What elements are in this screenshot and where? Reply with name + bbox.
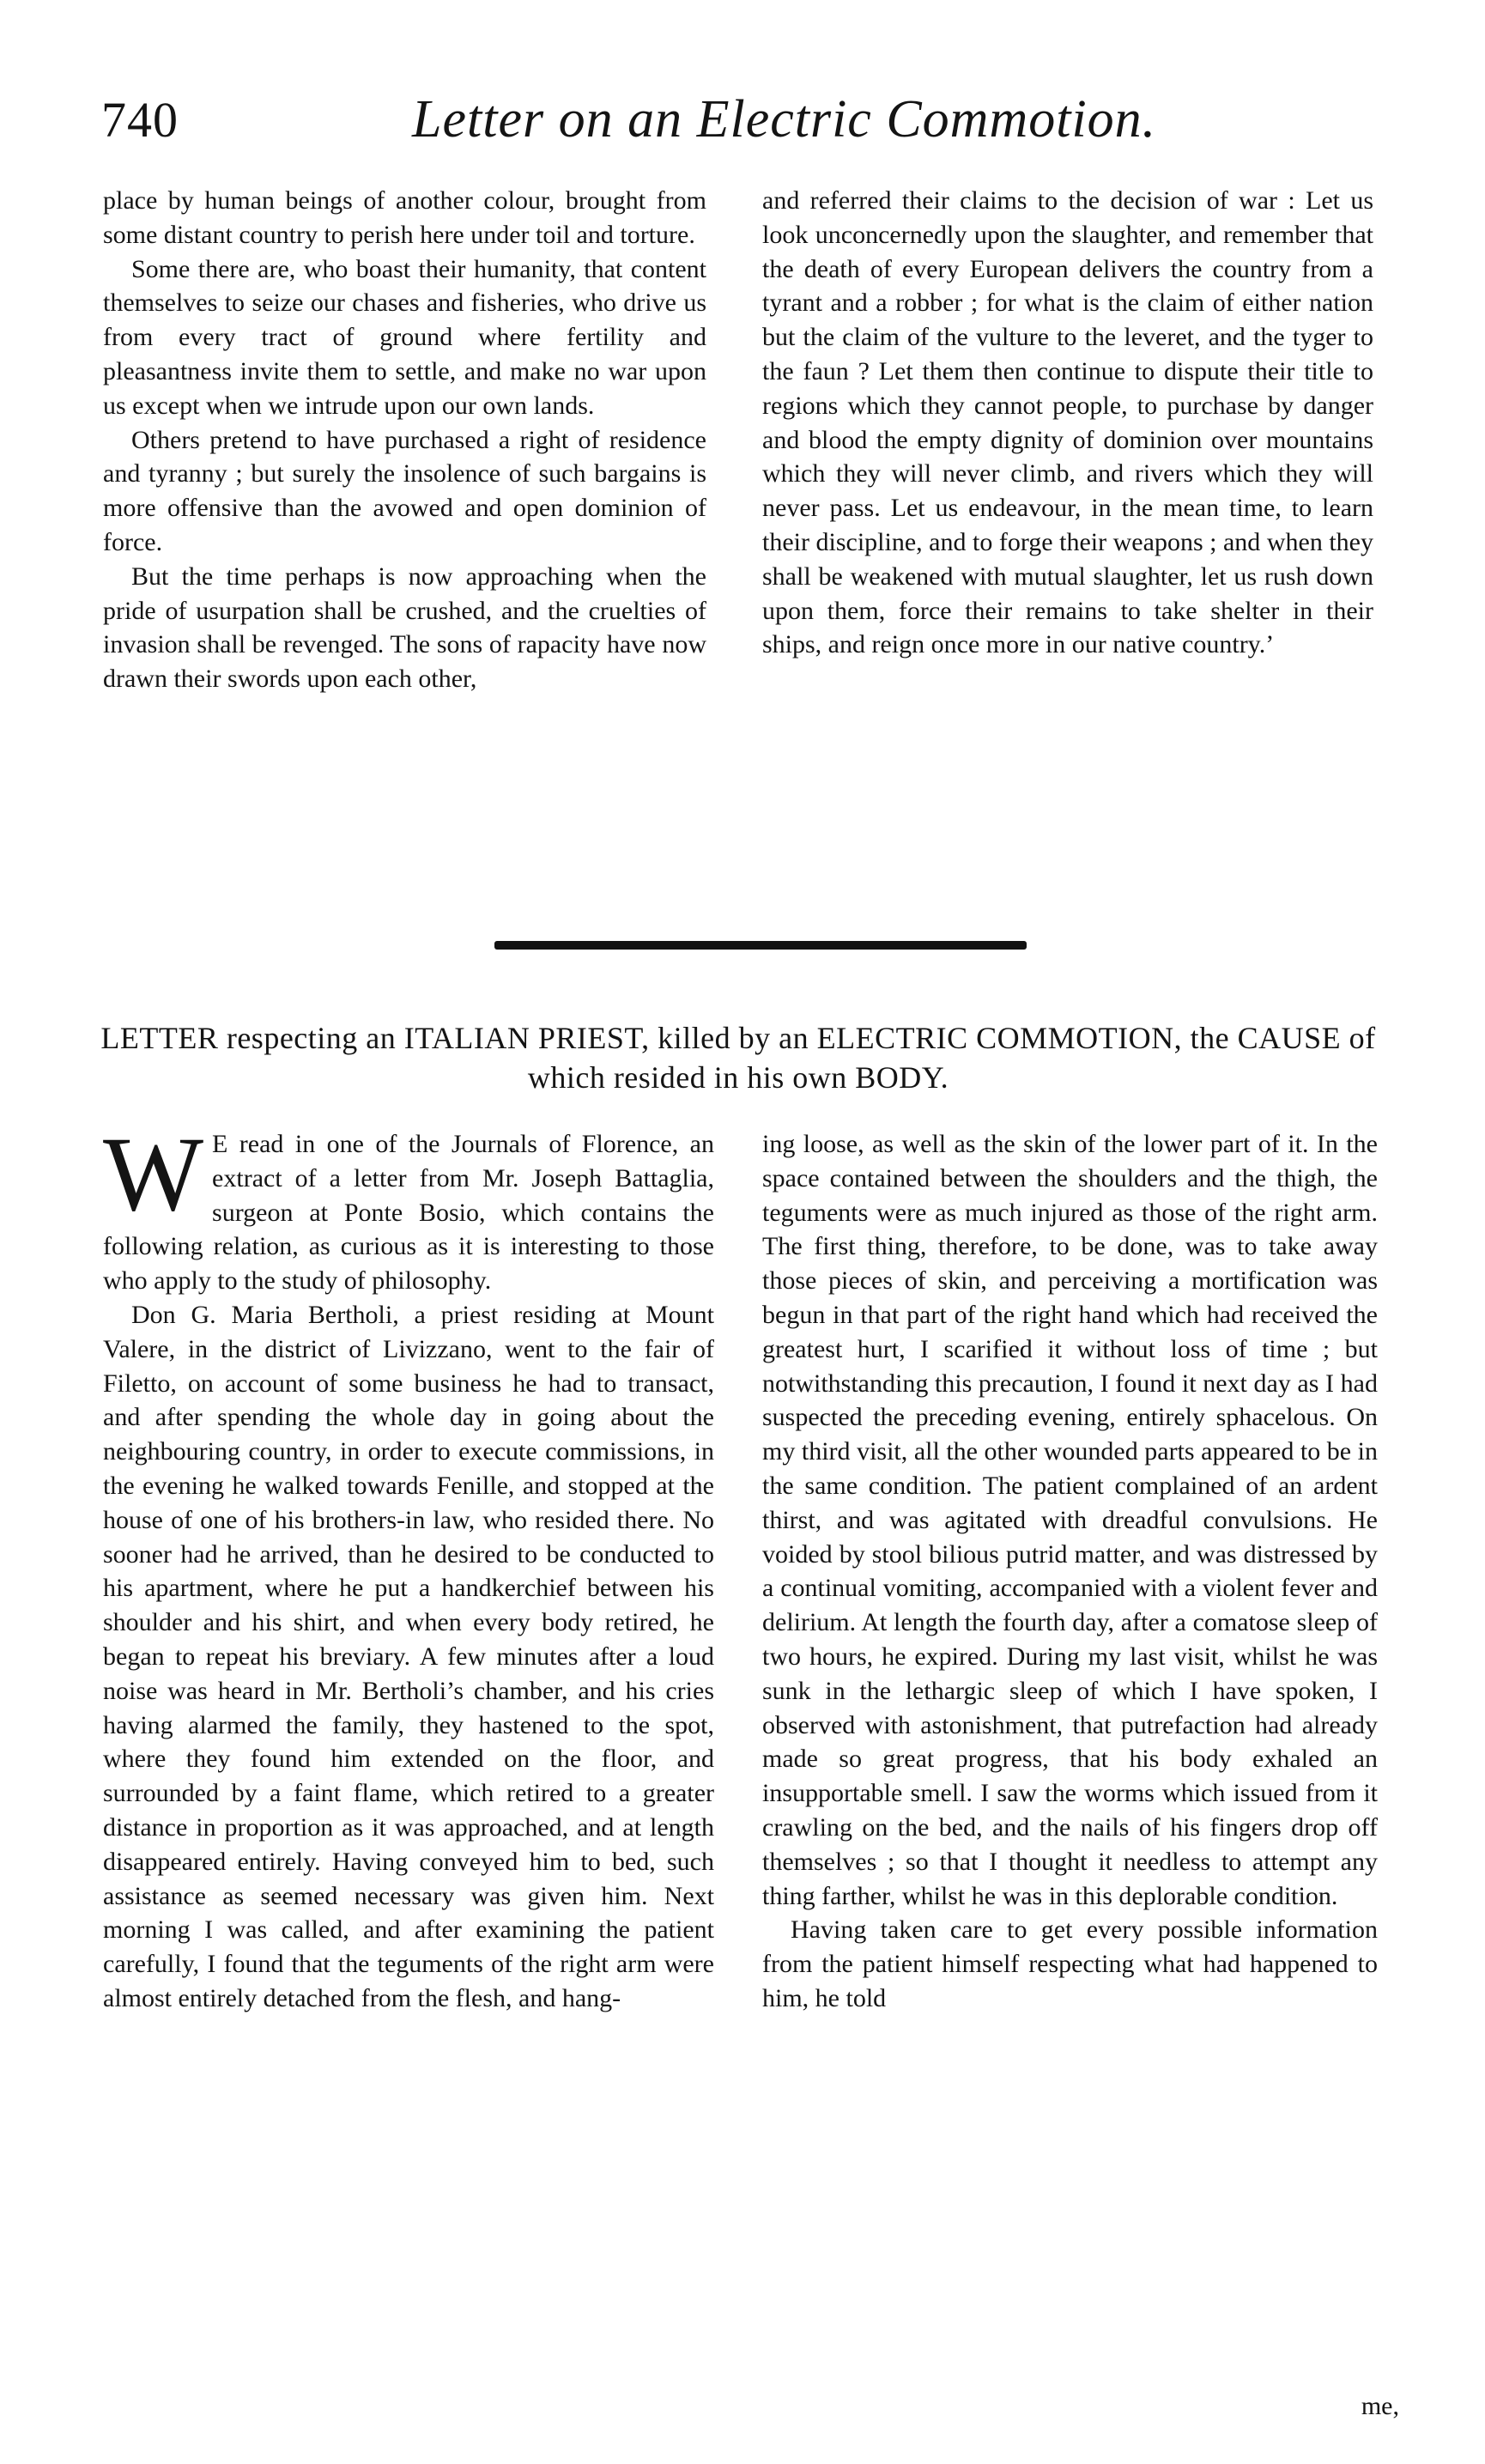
paragraph: Don G. Maria Bertholi, a priest residing at Mount Valere, in the district of Livizzano, went to the fair of Filetto, on account of some business he had to transact, and after spending the whole day in going about the neighbouring country, in order to execute commissions, in the evening he walked towards Fenille, and stopped at the house of one of his brothers-in law, who resided there. No sooner had he arrived, than he desired to be conducted to his apartment, where he put a handkerchief between his shoulder and his shirt, and when every body retired, he began to repeat his breviary. A few minutes after a loud noise was heard in Mr. Bertholi’s chamber, and his cries having alarmed the family, they hastened to the spot, where they found him extended on the floor, and surrounded by a faint flame, which retired to a greater distance in proportion as it was approached, and at length disappeared entirely. Having conveyed him to bed, such assistance as seemed necessary was given him. Next morning I was called, and after examining the patient carefully, I found that the teguments of the right arm were almost entirely detached from the flesh, and hang- <box>103 1300 714 2012</box>
paragraph-text: E read in one of the Journals of Florence, an extract of a letter from Mr. Joseph Battaglia, surgeon at Ponte Bosio, which contains the following relation, as curious as it is interesting to those who apply to the study of philosophy. <box>103 1130 714 1296</box>
paragraph: Others pretend to have purchased a right of residence and tyranny ; but surely the insolence of such bargains is more offensive than the avowed and open dominion of force. <box>103 425 706 556</box>
catchword: me, <box>1361 2392 1399 2420</box>
running-head <box>101 86 1406 155</box>
article-right-column <box>762 1127 1378 2016</box>
paragraph: Some there are, who boast their humanity, that content themselves to seize our chases and fisheries, who drive us from every tract of ground where fertility and pleasantness invite them to settle, and make no war upon us except when we intrude upon our own lands. <box>103 254 706 420</box>
paragraph: place by human beings of another colour, brought from some distant country to perish here under toil and torture. <box>103 186 706 249</box>
page-number: 740 <box>101 92 179 148</box>
paragraph: and referred their claims to the decision of war : Let us look unconcernedly upon the slaughter, and remember that the death of every European delivers the country from a tyrant and a robber ; for what is the claim of either nation but the claim of the vulture to the leveret, and the tyger to the faun ? Let them then continue to dispute their title to regions which they cannot people, to purchase by danger and blood the empty dignity of dominion over mountains which they will never climb, and rivers which they will never pass. Let us endeavour, in the mean time, to learn their discipline, and to forge their weapons ; and when they shall be weakened with mutual slaughter, let us rush down upon them, force their remains to take shelter in their ships, and reign once more in our native country.’ <box>762 186 1373 659</box>
running-title: Letter on an Electric Commotion. <box>412 90 1157 149</box>
article-left-column <box>103 1115 714 2016</box>
paragraph: ing loose, as well as the skin of the lower part of it. In the space contained between the shoulders and the thigh, the teguments were as much injured as those of the right arm. The first thing, therefore, to be done, was to take away those pieces of skin, and perceiving a mortification was begun in that part of the right hand which had received the greatest hurt, I scarified it without loss of time ; but notwithstanding this precaution, I found it next day as I had suspected the preceding evening, entirely sphacelous. On my third visit, all the other wounded parts appeared to be in the same condition. The patient complained of an ardent thirst, and was agitated with dreadful convulsions. He voided by stool bilious putrid matter, and was distressed by a continual vomiting, accompanied with a violent fever and delirium. At length the fourth day, after a comatose sleep of two hours, he expired. During my last visit, whilst he was sunk in the lethargic sleep of which I have spoken, I observed with astonishment, that putrefaction had already made so great progress, that his body exhaled an insupportable smell. I saw the worms which issued from it crawling on the bed, and the nails of his fingers drop off themselves ; so that I thought it needless to attempt any thing farther, whilst he was in this deplorable condition. <box>762 1130 1378 1910</box>
opening-paragraph <box>103 1115 714 1298</box>
paragraph: But the time perhaps is now approaching when the pride of usurpation shall be crushed, and the cruelties of invasion shall be revenged. The sons of rapacity have now drawn their swords upon each other, <box>103 561 706 694</box>
section-divider-rule <box>494 941 1027 950</box>
paragraph: Having taken care to get every possible information from the patient himself respecting what had happened to him, he told <box>762 1915 1378 2012</box>
drop-cap: W <box>103 1115 204 1233</box>
previous-article-right-column <box>762 184 1373 662</box>
article-title: LETTER respecting an ITALIAN PRIEST, killed by an ELECTRIC COMMOTION, the CAUSE of which resided in his own BODY. <box>100 1021 1376 1095</box>
previous-article-left-column <box>103 184 706 696</box>
